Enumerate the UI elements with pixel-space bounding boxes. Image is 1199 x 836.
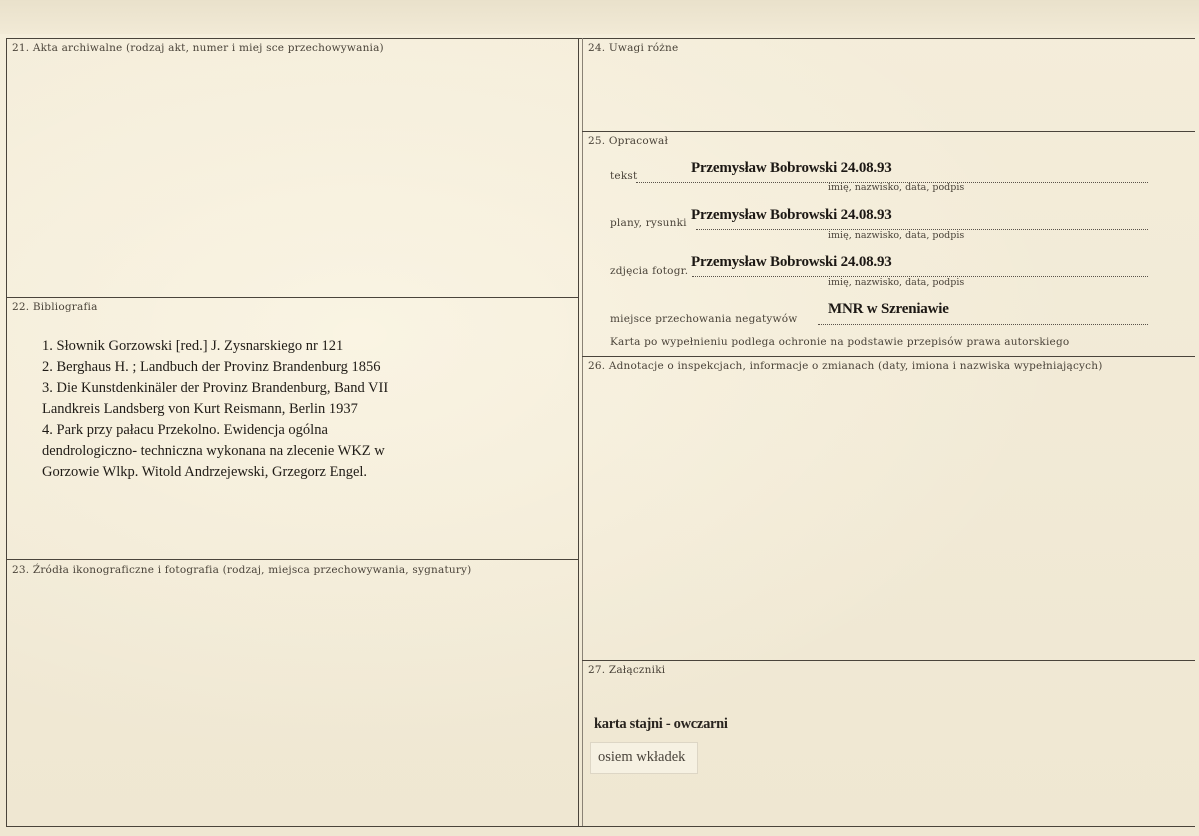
bibliography-line: Landkreis Landsberg von Kurt Reismann, Berlin 1937	[42, 401, 358, 417]
bibliography-list	[42, 336, 482, 483]
divider-26-27	[582, 660, 1195, 661]
miejsce-label: miejsce przechowania negatywów	[610, 313, 798, 325]
bibliography-line: 4. Park przy pałacu Przekolno. Ewidencja ogólna	[42, 422, 328, 438]
section-27-label: 27. Załączniki	[588, 664, 666, 676]
zdjecia-label: zdjęcia fotogr.	[610, 265, 689, 277]
copyright-note: Karta po wypełnieniu podlega ochronie na podstawie przepisów prawa autorskiego	[610, 336, 1070, 348]
zdjecia-caption: imię, nazwisko, data, podpis	[828, 277, 965, 288]
miejsce-value: MNR w Szreniawie	[828, 301, 949, 317]
frame-left-line	[6, 38, 7, 826]
miejsce-dotted-line	[818, 324, 1148, 325]
bibliography-line: 1. Słownik Gorzowski [red.] J. Zysnarskiego nr 121	[42, 338, 344, 354]
plany-signature: Przemysław Bobrowski 24.08.93	[691, 207, 892, 223]
attachment-stable-card: karta stajni - owczarni	[594, 716, 728, 732]
column-divider	[578, 38, 579, 826]
frame-top-line	[6, 38, 1195, 39]
page-top-edge	[0, 0, 1199, 34]
divider-22-23	[6, 559, 578, 560]
section-22-label: 22. Bibliografia	[12, 301, 98, 313]
tekst-caption: imię, nazwisko, data, podpis	[828, 182, 965, 193]
frame-bottom-line	[6, 826, 1195, 827]
attachment-inserts: osiem wkładek	[598, 749, 686, 765]
section-25-label: 25. Opracował	[588, 135, 669, 147]
tekst-label: tekst	[610, 170, 638, 182]
bibliography-line: Gorzowie Wlkp. Witold Andrzejewski, Grzegorz Engel.	[42, 464, 368, 480]
divider-25-26	[582, 356, 1195, 357]
section-21-label: 21. Akta archiwalne (rodzaj akt, numer i miej sce przechowywania)	[12, 42, 384, 54]
section-26-label: 26. Adnotacje o inspekcjach, informacje o zmianach (daty, imiona i nazwiska wypełniających)	[588, 360, 1103, 372]
section-24-label: 24. Uwagi różne	[588, 42, 679, 54]
divider-24-25	[582, 131, 1195, 132]
plany-caption: imię, nazwisko, data, podpis	[828, 230, 965, 241]
bibliography-line: 3. Die Kunstdenkinäler der Provinz Brandenburg, Band VII	[42, 380, 389, 396]
tekst-signature: Przemysław Bobrowski 24.08.93	[691, 160, 892, 176]
section-23-label: 23. Źródła ikonograficzne i fotografia (rodzaj, miejsca przechowywania, sygnatury)	[12, 564, 472, 576]
bibliography-line: dendrologiczno- techniczna wykonana na zlecenie WKZ w	[42, 443, 385, 459]
bibliography-line: 2. Berghaus H. ; Landbuch der Provinz Brandenburg 1856	[42, 359, 381, 375]
divider-21-22	[6, 297, 578, 298]
column-divider-shadow	[582, 38, 583, 826]
plany-label: plany, rysunki	[610, 217, 687, 229]
zdjecia-signature: Przemysław Bobrowski 24.08.93	[691, 254, 892, 270]
